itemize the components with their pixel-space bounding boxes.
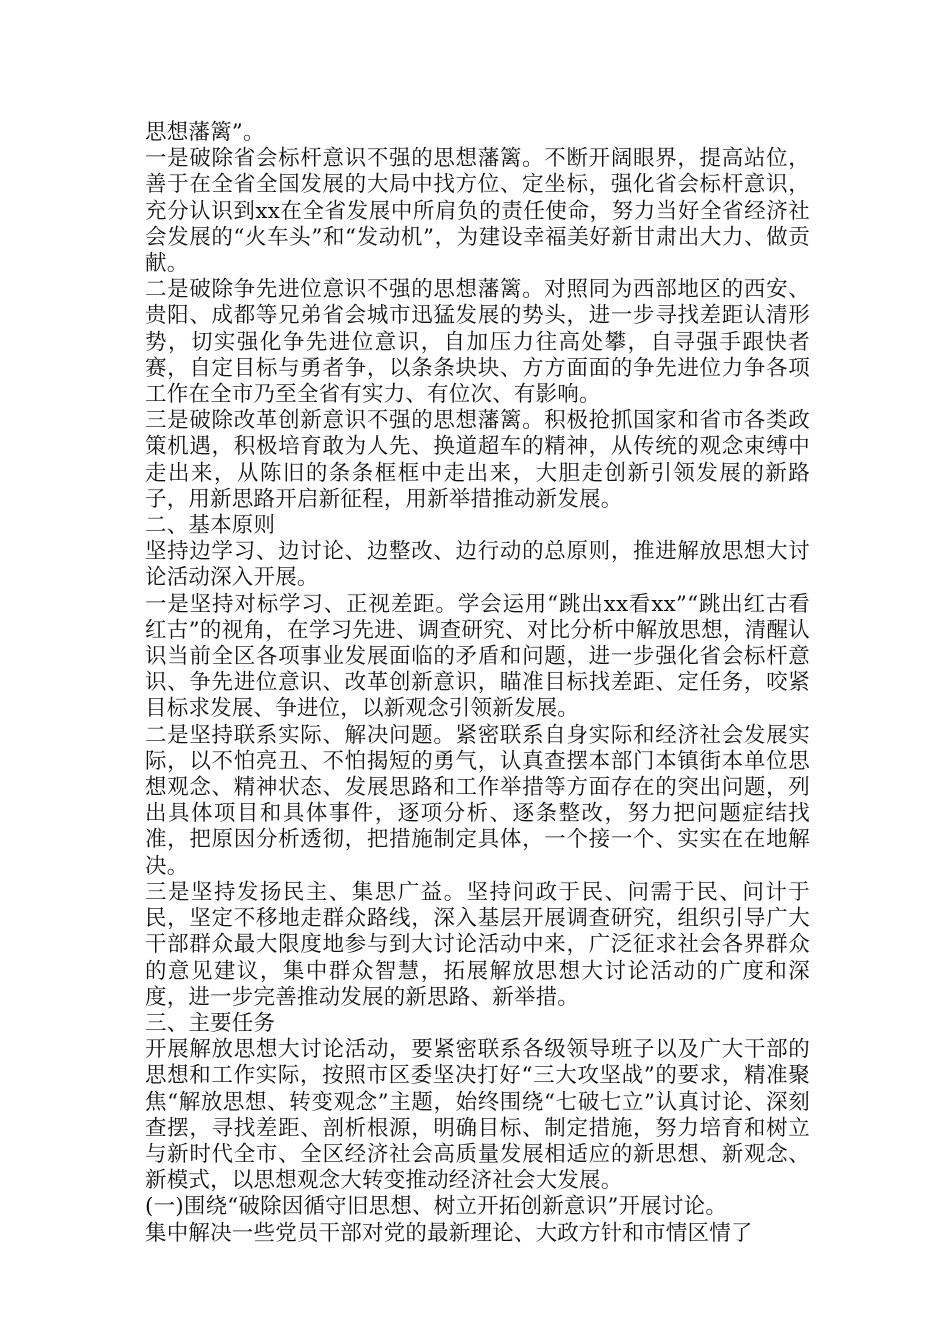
paragraph-principle-two: 二是坚持联系实际、解决问题。紧密联系自身实际和经济社会发展实际，以不怕亮丑、不怕揭短的勇气，认真查摆本部门本镇街本单位思想观念、精神状态、发展思路和工作举措等方面存在的突出问题，列出具体项目和具体事件，逐项分析、逐条整改，努力把问题症结找准，把原因分析透彻，把措施制定具体，一个接一个、实实在在地解决。 (145, 722, 810, 879)
document-body (145, 120, 810, 1247)
paragraph-point-three: 三是破除改革创新意识不强的思想藩篱。积极抢抓国家和省市各类政策机遇，积极培育敢为人先、换道超车的精神，从传统的观念束缚中走出来，从陈旧的条条框框中走出来，大胆走创新引领发展的新路子，用新思路开启新征程，用新举措推动新发展。 (145, 408, 810, 512)
paragraph-subsection-one: (一)围绕“破除因循守旧思想、树立开拓创新意识”开展讨论。 (145, 1194, 728, 1220)
paragraph-principle-one: 一是坚持对标学习、正视差距。学会运用“跳出xx看xx”“跳出红古看红古”的视角，在学习先进、调查研究、对比分析中解放思想，清醒认识当前全区各项事业发展面临的矛盾和问题，进一步强化省会标杆意识、争先进位意识、改革创新意识，瞄准目标找差距、定任务，咬紧目标求发展、争进位，以新观念引领新发展。 (145, 591, 810, 722)
paragraph-main-tasks: 开展解放思想大讨论活动，要紧密联系各级领导班子以及广大干部的思想和工作实际，按照市区委坚决打好“三大攻坚战”的要求，精准聚焦“解放思想、转变观念”主题，始终围绕“七破七立”认真讨论、深刻查摆，寻找差距、剖析根源，明确目标、制定措施，努力培育和树立与新时代全市、全区经济社会高质量发展相适应的新思想、新观念、新模式，以思想观念大转变推动经济社会大发展。 (145, 1037, 810, 1194)
paragraph-principle-three: 三是坚持发扬民主、集思广益。坚持问政于民、问需于民、问计于民，坚定不移地走群众路线，深入基层开展调查研究，组织引导广大干部群众最大限度地参与到大讨论活动中来，广泛征求社会各界群众的意见建议，集中群众智慧，拓展解放思想大讨论活动的广度和深度，进一步完善推动发展的新思路、新举措。 (145, 879, 810, 1010)
paragraph-continuation: 思想藩篱”。 (145, 120, 265, 145)
section-heading-basic-principles: 二、基本原则 (145, 513, 276, 539)
paragraph-point-two: 二是破除争先进位意识不强的思想藩篱。对照同为西部地区的西安、贵阳、成都等兄弟省会城市迅猛发展的势头，进一步寻找差距认清形势，切实强化争先进位意识，自加压力往高处攀，自寻强手跟快者赛，自定目标与勇者争，以条条块块、方方面面的争先进位力争各项工作在全市乃至全省有实力、有位次、有影响。 (145, 277, 810, 408)
paragraph-subsection-one-body: 集中解决一些党员干部对党的最新理论、大政方针和市情区情了 (145, 1220, 753, 1246)
paragraph-point-one: 一是破除省会标杆意识不强的思想藩篱。不断开阔眼界，提高站位，善于在全省全国发展的大局中找方位、定坐标，强化省会标杆意识，充分认识到xx在全省发展中所肩负的责任使命，努力当好全省经济社会发展的“火车头”和“发动机”，为建设幸福美好新甘肃出大力、做贡献。 (145, 146, 810, 277)
paragraph-general-principle: 坚持边学习、边讨论、边整改、边行动的总原则，推进解放思想大讨论活动深入开展。 (145, 539, 810, 591)
section-heading-main-tasks: 三、主要任务 (145, 1010, 276, 1036)
